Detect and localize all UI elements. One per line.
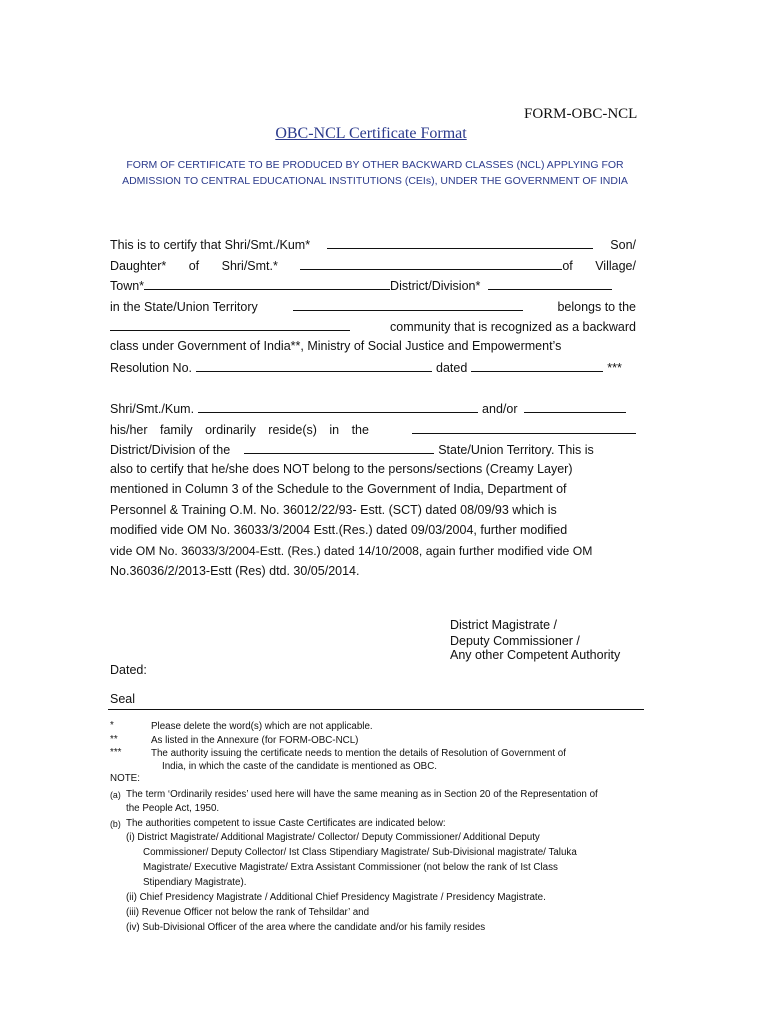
text: Shri/Smt.* [221, 259, 278, 273]
text: mentioned in Column 3 of the Schedule to the Government of India, Department of [110, 482, 567, 496]
name-blank [198, 400, 478, 413]
text: in the State/Union Territory [110, 300, 258, 314]
text: also to certify that he/she does NOT belong to the persons/sections (Creamy Layer) [110, 462, 573, 476]
para1-line7 [110, 359, 636, 375]
para2-line9 [110, 564, 636, 578]
para1-line4 [110, 298, 636, 314]
para1-line1 [110, 236, 636, 252]
note-i-line1: (i) District Magistrate/ Additional Magistrate/ Collector/ Deputy Commissioner/ Additional Deputy [126, 832, 540, 843]
place-blank [412, 421, 636, 434]
divider [108, 709, 644, 710]
text: Son/ [610, 238, 636, 252]
note-b-line1: The authorities competent to issue Caste Certificates are indicated below: [126, 818, 446, 829]
note-iv: (iv) Sub-Divisional Officer of the area where the candidate and/or his family resides [126, 922, 486, 933]
note-a-mark: (a) [110, 790, 121, 800]
note-b-mark: (b) [110, 819, 121, 829]
district-blank [488, 277, 612, 290]
text: of [562, 259, 573, 273]
signatory-line3: Any other Competent Authority [450, 648, 621, 662]
para2-line4 [110, 462, 636, 476]
para2-line3 [110, 441, 636, 457]
note-a-line1: The term ‘Ordinarily resides’ used here will have the same meaning as in Section 20 of the Representation of [126, 789, 598, 800]
signatory-line2: Deputy Commissioner / [450, 634, 580, 648]
note-i-line4: Stipendiary Magistrate). [143, 877, 247, 888]
resolution-blank [196, 359, 432, 372]
other-blank [524, 400, 626, 413]
text: No.36036/2/2013-Estt (Res) dtd. 30/05/2014. [110, 564, 360, 578]
note-iii: (iii) Revenue Officer not below the rank of Tehsildar’ and [126, 907, 370, 918]
note-label: NOTE: [110, 773, 140, 784]
text: District/Division of the [110, 443, 231, 457]
page-title [0, 125, 770, 143]
community-blank [110, 318, 350, 331]
note-ii: (ii) Chief Presidency Magistrate / Additional Chief Presidency Magistrate / Presidency Magistrate. [126, 892, 546, 903]
text: dated [436, 361, 468, 375]
name-blank [327, 236, 593, 249]
text: and/or [482, 402, 518, 416]
para2-line6 [110, 503, 636, 517]
para2-line1 [110, 400, 636, 416]
para1-line5 [110, 318, 636, 334]
signatory-line1: District Magistrate / [450, 618, 557, 632]
form-id: FORM-OBC-NCL [524, 106, 638, 122]
para2-line8 [110, 544, 636, 558]
parent-blank-group [300, 257, 572, 273]
text: community that is recognized as a backward [390, 320, 636, 334]
footnote-text-cont: India, in which the caste of the candidate is mentioned as OBC. [162, 761, 438, 772]
note-a-line2: the People Act, 1950. [126, 803, 220, 814]
para1-line2 [110, 257, 636, 273]
footnote-mark: * [110, 720, 114, 731]
text: Personnel & Training O.M. No. 36012/22/93- Estt. (SCT) dated 08/09/93 which is [110, 503, 557, 517]
text: District/Division* [390, 279, 481, 293]
text: State/Union Territory. This is [438, 443, 594, 457]
text: Resolution No. [110, 361, 192, 375]
para2-line2 [110, 421, 636, 437]
text: Shri/Smt./Kum. [110, 402, 195, 416]
date-blank [471, 359, 603, 372]
text: his/her family ordinarily reside(s) in the [110, 423, 369, 437]
footnote-text: The authority issuing the certificate needs to mention the details of Resolution of Government of [151, 748, 566, 759]
text: modified vide OM No. 36033/3/2004 Estt.(Res.) dated 09/03/2004, further modified [110, 523, 568, 537]
text: Daughter* [110, 259, 167, 273]
para2-line7 [110, 523, 636, 537]
text: *** [607, 361, 622, 375]
parent-name-blank [300, 257, 562, 270]
footnote-text: As listed in the Annexure (for FORM-OBC-NCL) [151, 735, 359, 746]
state-blank [293, 298, 523, 311]
para1-line3 [110, 277, 636, 293]
para1-line6 [110, 339, 636, 353]
text: class under Government of India**, Ministry of Social Justice and Empowerment’s [110, 339, 562, 353]
note-i-line2: Commissioner/ Deputy Collector/ Ist Class Stipendiary Magistrate/ Sub-Divisional magistrate/ Taluka [143, 847, 577, 858]
seal-label: Seal [110, 692, 136, 706]
text: Town* [110, 279, 145, 293]
town-blank [144, 277, 390, 290]
footnote-mark: ** [110, 734, 118, 745]
text: belongs to the [557, 300, 636, 314]
text: Village/ [595, 259, 636, 273]
footnote-mark: *** [110, 747, 122, 758]
text: of [188, 259, 200, 273]
note-i-line3: Magistrate/ Executive Magistrate/ Extra Assistant Commissioner (not below the rank of Ist Class [143, 862, 558, 873]
text: This is to certify that Shri/Smt./Kum* [110, 238, 311, 252]
district-blank [244, 441, 434, 454]
form-subtitle: FORM OF CERTIFICATE TO BE PRODUCED BY OTHER BACKWARD CLASSES (NCL) APPLYING FOR ADMISSION TO CENTRAL EDUCATIONAL INSTITUTIONS (CEIs), UNDER THE GOVERNMENT OF INDIA [122, 159, 628, 187]
footnote-text: Please delete the word(s) which are not applicable. [151, 721, 373, 732]
page-title-text: OBC-NCL Certificate Format [275, 125, 467, 142]
para2-line5 [110, 482, 636, 496]
text: vide OM No. 36033/3/2004-Estt. (Res.) dated 14/10/2008, again further modified vide OM [110, 544, 593, 558]
dated-label: Dated: [110, 663, 147, 677]
